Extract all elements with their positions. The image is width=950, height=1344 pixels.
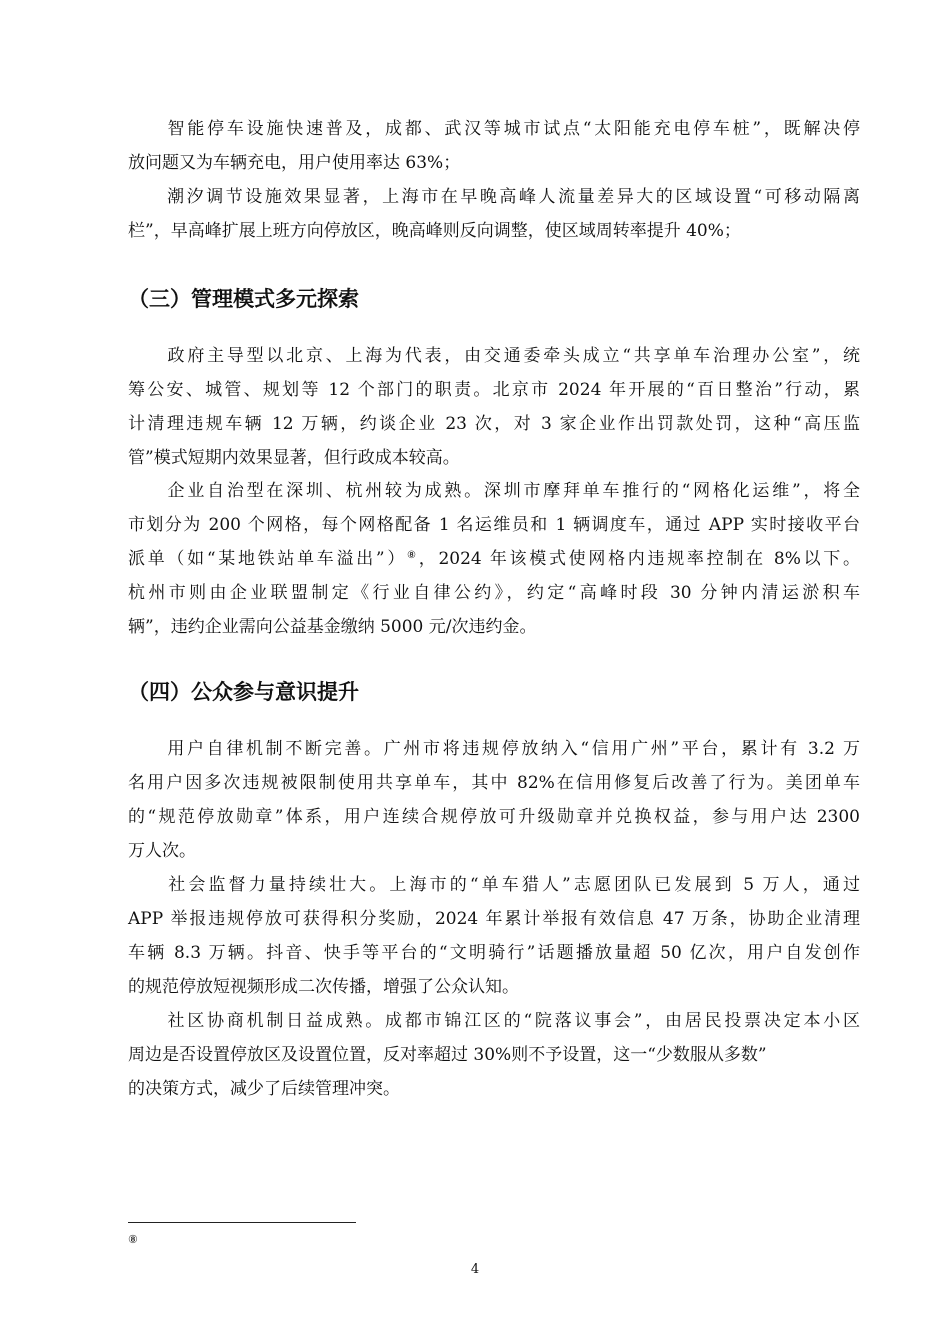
text-span: 派单（如“某地铁站单车溢出”） [128, 549, 408, 569]
paragraph-user-self-discipline [128, 732, 860, 868]
text-line: 放问题又为车辆充电，用户使用率达 63%； [128, 153, 461, 173]
text-line: 杭州市则由企业联盟制定《行业自律公约》，约定“高峰时段 30 分钟内清运淤积车 [128, 583, 860, 603]
text-line: 社区协商机制日益成熟。成都市锦江区的“院落议事会”，由居民投票决定本小区 [128, 1011, 860, 1031]
text-line: 的规范停放短视频形成二次传播，增强了公众认知。 [128, 977, 519, 997]
text-line: 名用户因多次违规被限制使用共享单车，其中 82%在信用修复后改善了行为。美团单车 [128, 773, 860, 793]
text-line: 的决策方式，减少了后续管理冲突。 [128, 1079, 400, 1099]
footnote-marker: ⑧ [128, 1233, 138, 1246]
text-line: APP 举报违规停放可获得积分奖励，2024 年累计举报有效信息 47 万条，协助企业清理 [128, 909, 860, 929]
text-line: 智能停车设施快速普及，成都、武汉等城市试点“太阳能充电停车桩”，既解决停 [128, 119, 860, 139]
paragraph-smart-parking [128, 112, 860, 180]
text-line: 栏”，早高峰扩展上班方向停放区，晚高峰则反向调整，使区域周转率提升 40%； [128, 221, 741, 241]
text-line: 辆”，违约企业需向公益基金缴纳 5000 元/次违约金。 [128, 617, 537, 637]
paragraph-tidal-adjustment [128, 180, 860, 248]
text-line [128, 542, 860, 576]
text-line: 筹公安、城管、规划等 12 个部门的职责。北京市 2024 年开展的“百日整治”行动，累 [128, 380, 860, 400]
page-number: 4 [470, 1262, 480, 1277]
paragraph-social-supervision [128, 868, 860, 1004]
paragraph-community-consultation [128, 1004, 860, 1106]
text-span: ，2024 年该模式使网格内违规率控制在 8%以下。 [418, 549, 860, 569]
paragraph-government-led [128, 339, 860, 475]
text-line: 市划分为 200 个网格，每个网格配备 1 名运维员和 1 辆调度车，通过 APP 实时接收平台 [128, 515, 860, 535]
text-line: 用户自律机制不断完善。广州市将违规停放纳入“信用广州”平台，累计有 3.2 万 [128, 739, 860, 759]
text-line: 万人次。 [128, 841, 196, 861]
paragraph-enterprise-self-governance [128, 474, 860, 644]
text-line: 潮汐调节设施效果显著，上海市在早晚高峰人流量差异大的区域设置“可移动隔离 [128, 187, 860, 207]
text-line: 车辆 8.3 万辆。抖音、快手等平台的“文明骑行”话题播放量超 50 亿次，用户自发创作 [128, 943, 860, 963]
text-line: 的“规范停放勋章”体系，用户连续合规停放可升级勋章并兑换权益，参与用户达 2300 [128, 807, 860, 827]
text-line: 周边是否设置停放区及设置位置，反对率超过 30%则不予设置，这一“少数服从多数” [128, 1045, 767, 1065]
text-line: 管”模式短期内效果显著，但行政成本较高。 [128, 448, 460, 468]
footnote-reference[interactable]: ⑧ [407, 550, 419, 561]
footnote-separator [128, 1222, 356, 1223]
text-line: 计清理违规车辆 12 万辆，约谈企业 23 次，对 3 家企业作出罚款处罚，这种“高压监 [128, 414, 860, 434]
text-line: 政府主导型以北京、上海为代表，由交通委牵头成立“共享单车治理办公室”，统 [128, 346, 860, 366]
section-heading-management-models: （三）管理模式多元探索 [128, 287, 359, 311]
section-heading-public-participation: （四）公众参与意识提升 [128, 680, 359, 704]
text-line: 社会监督力量持续壮大。上海市的“单车猎人”志愿团队已发展到 5 万人，通过 [128, 875, 860, 895]
text-line: 企业自治型在深圳、杭州较为成熟。深圳市摩拜单车推行的“网格化运维”，将全 [128, 481, 860, 501]
